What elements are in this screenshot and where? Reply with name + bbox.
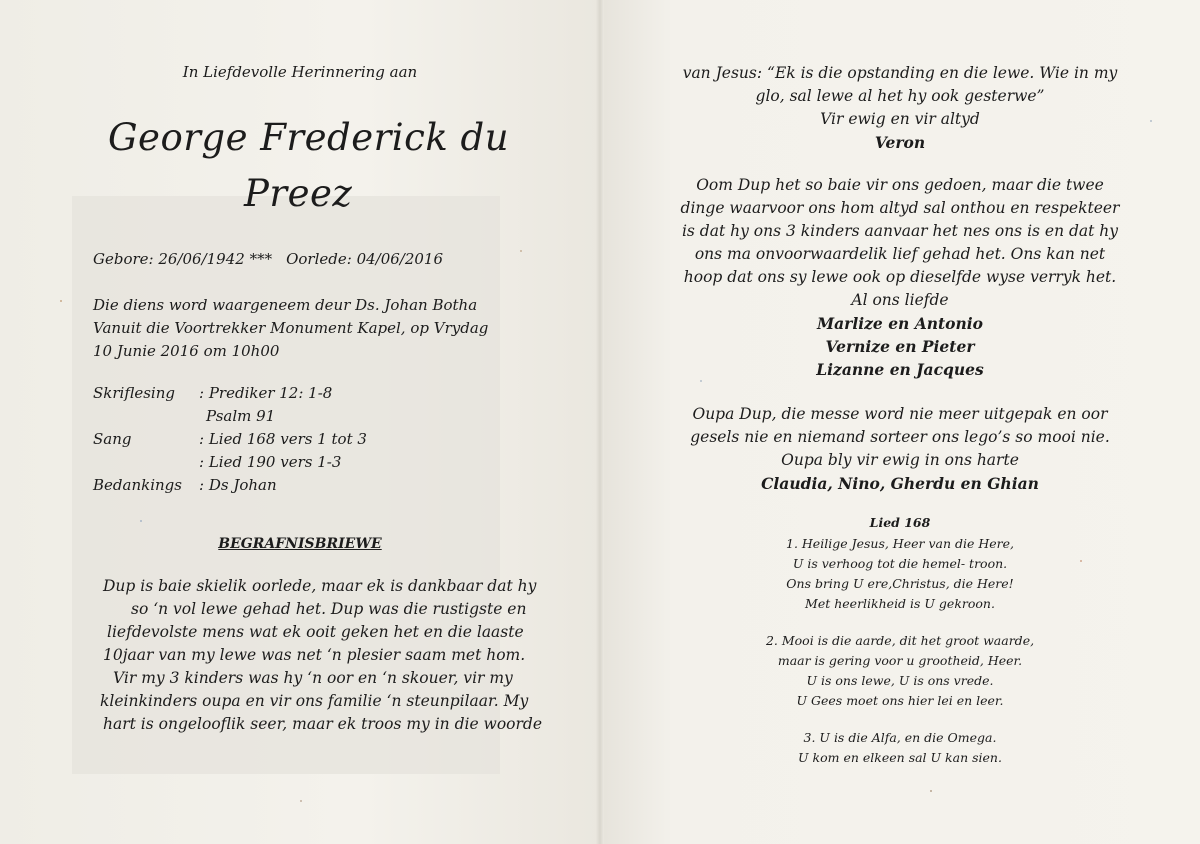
signature-line: Lizanne en Jacques (816, 360, 984, 379)
program-value: : Lied 190 vers 1-3 (199, 453, 342, 471)
program-value: : Ds Johan (199, 476, 277, 494)
paper-fiber (930, 790, 932, 792)
right-line: ons ma onvoorwaardelik lief gehad het. Ons kan net (694, 245, 1106, 263)
paper-fiber (520, 250, 522, 252)
right-line: dinge waarvoor ons hom altyd sal onthou en respekteer (680, 199, 1120, 217)
signature-line: Marlize en Antonio (816, 314, 984, 333)
letter-line: so ‘n vol lewe gehad het. Dup was die rustigste en (131, 600, 527, 618)
hymn-line: U is ons lewe, U is ons vrede. (806, 673, 994, 688)
letter-line: hart is ongelooflik seer, maar ek troos my in die woorde (103, 715, 542, 733)
paper-fiber (1150, 120, 1152, 122)
signature-line: Claudia, Nino, Gherdu en Ghian (761, 474, 1039, 493)
letter-line: 10jaar van my lewe was net ‘n plesier saam met hom. (103, 646, 526, 664)
letter-line: Vir my 3 kinders was hy ‘n oor en ‘n skouer, vir my (113, 669, 513, 687)
life-dates (93, 250, 443, 268)
letter-line: liefdevolste mens wat ek ooit geken het en die laaste (107, 623, 524, 641)
program-value: Psalm 91 (206, 407, 276, 425)
hymn-line: U Gees moet ons hier lei en leer. (796, 693, 1004, 708)
hymn-line: 3. U is die Alfa, en die Omega. (803, 730, 997, 745)
signature-line: Vernize en Pieter (825, 337, 975, 356)
right-line: van Jesus: “Ek is die opstanding en die lewe. Wie in my (682, 64, 1118, 82)
hymn-line: Met heerlikheid is U gekroon. (805, 596, 995, 611)
hymn-title: Lied 168 (869, 515, 931, 530)
paper-fiber (300, 800, 302, 802)
paper-fiber (1080, 560, 1082, 562)
death-date: Oorlede: 04/06/2016 (286, 250, 444, 268)
right-line: hoop dat ons sy lewe ook op dieselfde wyse verryk het. (683, 268, 1117, 286)
right-line: Oupa Dup, die messe word nie meer uitgepak en oor (692, 405, 1108, 423)
paper-fiber (700, 380, 702, 382)
right-line: Vir ewig en vir altyd (820, 110, 980, 128)
letters-heading: BEGRAFNISBRIEWE (218, 536, 382, 552)
right-line: gesels nie en niemand sorteer ons lego’s so mooi nie. (690, 428, 1110, 446)
right-line: is dat hy ons 3 kinders aanvaar het nes ons is en dat hy (681, 222, 1119, 240)
hymn-line: maar is gering voor u grootheid, Heer. (777, 653, 1023, 668)
birth-date: Gebore: 26/06/1942 *** (93, 250, 273, 268)
hymn-line: U kom en elkeen sal U kan sien. (798, 750, 1002, 765)
service-line: Vanuit die Voortrekker Monument Kapel, op Vrydag (93, 319, 489, 337)
hymn-line: Ons bring U ere,Christus, die Here! (786, 576, 1014, 591)
signature-veron: Veron (874, 133, 926, 152)
program-label: Bedankings (93, 476, 182, 494)
deceased-name-line-2: Preez (244, 172, 353, 215)
paper-fiber (140, 520, 142, 522)
program-value: : Prediker 12: 1-8 (199, 384, 333, 402)
hymn-line: U is verhoog tot die hemel- troon. (792, 556, 1008, 571)
memorial-intro: In Liefdevolle Herinnering aan (182, 63, 418, 81)
hymn-line: 2. Mooi is die aarde, dit het groot waarde, (765, 633, 1035, 648)
service-line: Die diens word waargeneem deur Ds. Johan Botha (93, 296, 478, 314)
hymn-line: 1. Heilige Jesus, Heer van die Here, (786, 536, 1014, 551)
service-line: 10 Junie 2016 om 10h00 (93, 342, 280, 360)
deceased-name-line-1: George Frederick du (108, 116, 510, 159)
right-line: Al ons liefde (851, 291, 949, 309)
right-line: glo, sal lewe al het hy ook gesterwe” (755, 87, 1045, 105)
letter-line: kleinkinders oupa en vir ons familie ‘n steunpilaar. My (100, 692, 529, 710)
program-label: Skriflesing (93, 384, 175, 402)
right-line: Oupa bly vir ewig in ons harte (781, 451, 1019, 469)
right-line: Oom Dup het so baie vir ons gedoen, maar die twee (696, 176, 1104, 194)
program-value: : Lied 168 vers 1 tot 3 (199, 430, 367, 448)
letter-line: Dup is baie skielik oorlede, maar ek is dankbaar dat hy (103, 577, 537, 595)
paper-fiber (60, 300, 62, 302)
program-label: Sang (93, 430, 132, 448)
